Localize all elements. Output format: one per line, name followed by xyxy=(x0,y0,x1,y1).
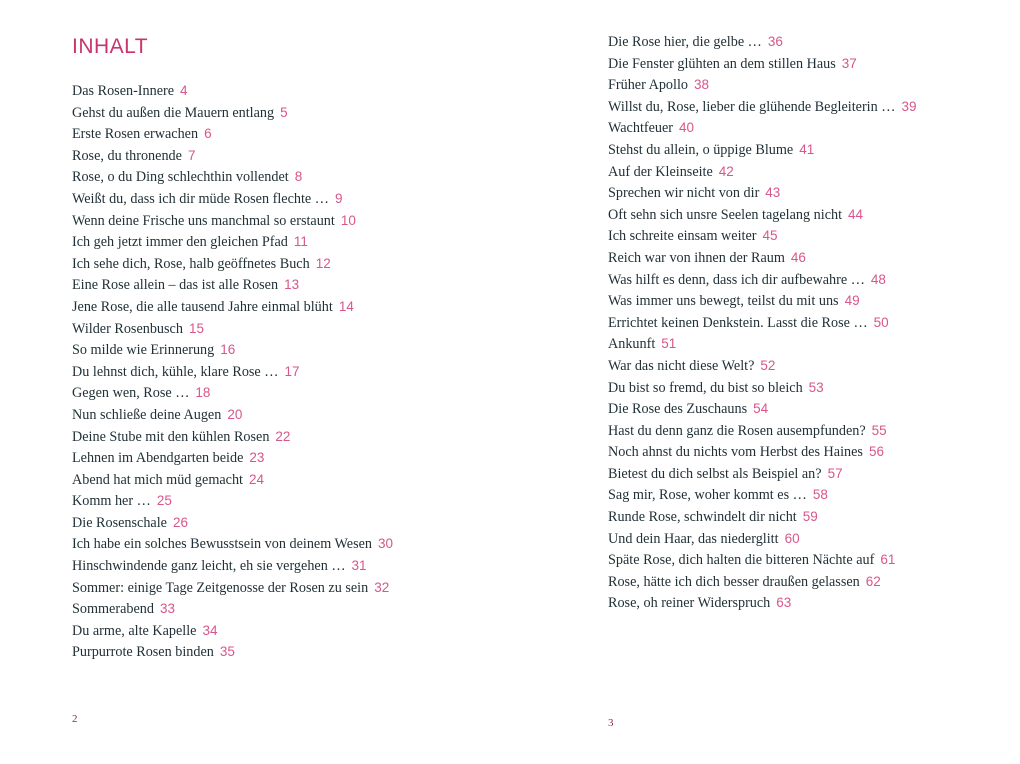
toc-entry xyxy=(608,592,916,614)
toc-entry-title: Erste Rosen erwachen xyxy=(72,126,199,143)
toc-entry-page-number: 26 xyxy=(172,514,188,530)
toc-entry-page-number: 48 xyxy=(870,271,886,287)
toc-entry-page-number: 34 xyxy=(202,622,218,638)
toc-entry-title: Hast du denn ganz die Rosen ausempfunden? xyxy=(608,422,866,439)
toc-entry-title: Purpurrote Rosen binden xyxy=(72,644,214,661)
toc-entry-title: Die Rose hier, die gelbe … xyxy=(608,34,762,50)
toc-entry-page-number: 50 xyxy=(873,314,889,330)
toc-entry-title: Lehnen im Abendgarten beide xyxy=(72,450,244,467)
toc-entry-title: Jene Rose, die alle tausend Jahre einmal blüht xyxy=(72,298,333,315)
toc-entry-page-number: 9 xyxy=(334,190,343,206)
toc-entry-page-number: 41 xyxy=(799,141,815,157)
toc-entry xyxy=(608,571,916,593)
page-number-right: 3 xyxy=(608,717,614,729)
toc-entry-page-number: 18 xyxy=(195,385,211,401)
toc-entry xyxy=(72,296,393,318)
toc-entry xyxy=(72,447,393,469)
toc-entry-page-number: 15 xyxy=(188,320,204,336)
toc-entry xyxy=(608,441,916,463)
toc-entry-page-number: 25 xyxy=(156,493,172,509)
toc-entry xyxy=(608,549,916,571)
toc-entry xyxy=(72,80,393,102)
toc-entry xyxy=(608,377,916,399)
toc-entry-page-number: 45 xyxy=(762,228,778,244)
toc-entry-title: Gegen wen, Rose … xyxy=(72,385,190,402)
toc-entry-title: Sprechen wir nicht von dir xyxy=(608,185,760,202)
toc-entry-title: Errichtet keinen Denkstein. Lasst die Rose … xyxy=(608,314,868,331)
toc-entry-title: Und dein Haar, das niederglitt xyxy=(608,530,779,547)
toc-entry-page-number: 5 xyxy=(280,104,288,120)
toc-entry xyxy=(608,182,916,204)
toc-entry-title: Die Rosenschale xyxy=(72,514,167,531)
toc-entry-title: Nun schließe deine Augen xyxy=(72,406,222,423)
toc-entry xyxy=(72,339,393,361)
toc-entry-title: Sommerabend xyxy=(72,601,154,618)
toc-entry xyxy=(608,398,916,420)
toc-entry xyxy=(72,210,393,232)
toc-entry-page-number: 35 xyxy=(219,644,235,660)
toc-entry-page-number: 46 xyxy=(790,249,806,265)
toc-entry-page-number: 10 xyxy=(340,212,356,228)
toc-entry-page-number: 49 xyxy=(844,293,860,309)
toc-entry xyxy=(608,333,916,355)
toc-entry-title: Wilder Rosenbusch xyxy=(72,320,183,337)
toc-entry-page-number: 33 xyxy=(159,601,175,617)
toc-entry-title: Bietest du dich selbst als Beispiel an? xyxy=(608,465,822,482)
toc-entry-title: So milde wie Erinnerung xyxy=(72,342,215,359)
toc-entry-page-number: 58 xyxy=(812,487,828,503)
toc-entry-page-number: 12 xyxy=(315,255,331,271)
toc-entry xyxy=(608,420,916,442)
toc-entry-title: Die Rose des Zuschauns xyxy=(608,401,748,418)
toc-entry-title: Du bist so fremd, du bist so bleich xyxy=(608,379,803,396)
toc-entry-title: Du lehnst dich, kühle, klare Rose … xyxy=(72,363,279,380)
toc-entry-page-number: 43 xyxy=(765,185,781,201)
toc-entry xyxy=(72,641,393,663)
toc-entry-page-number: 11 xyxy=(293,234,308,250)
toc-entry-title: Willst du, Rose, lieber die glühende Begleiterin … xyxy=(608,98,896,115)
toc-entry-page-number: 24 xyxy=(249,471,265,487)
toc-entry-page-number: 40 xyxy=(679,120,695,136)
toc-entry-page-number: 57 xyxy=(827,465,843,481)
right-page xyxy=(510,0,1020,764)
toc-entry-title: Abend hat mich müd gemacht xyxy=(72,471,243,488)
toc-entry xyxy=(608,117,916,139)
toc-entry-title: Hinschwindende ganz leicht, eh sie vergehen … xyxy=(72,558,346,575)
toc-entry-title: War das nicht diese Welt? xyxy=(608,357,755,374)
toc-entry-title: Rose, du thronende xyxy=(72,147,182,164)
toc-entry-title: Was hilft es denn, dass ich dir aufbewahre … xyxy=(608,271,865,288)
toc-entry xyxy=(608,74,916,96)
toc-entry-page-number: 37 xyxy=(841,55,857,71)
toc-entry xyxy=(72,404,393,426)
toc-entry-title: Ich sehe dich, Rose, halb geöffnetes Buch xyxy=(72,255,310,272)
toc-entry xyxy=(72,490,393,512)
toc-entry xyxy=(72,253,393,275)
toc-entry xyxy=(72,318,393,340)
toc-entry-title: Eine Rose allein – das ist alle Rosen xyxy=(72,277,279,294)
toc-entry xyxy=(608,96,916,118)
toc-entry xyxy=(72,123,393,145)
toc-entry-page-number: 51 xyxy=(661,336,677,352)
toc-entry-page-number: 44 xyxy=(848,206,864,222)
toc-entry-title: Deine Stube mit den kühlen Rosen xyxy=(72,428,270,445)
toc-entry xyxy=(608,31,916,53)
toc-entry xyxy=(72,469,393,491)
toc-entry-title: Auf der Kleinseite xyxy=(608,163,713,180)
toc-entry-title: Die Fenster glühten an dem stillen Haus xyxy=(608,55,836,72)
toc-entry-title: Sag mir, Rose, woher kommt es … xyxy=(608,487,807,504)
toc-entry-title: Das Rosen-Innere xyxy=(72,83,175,99)
toc-entry-page-number: 31 xyxy=(351,558,367,574)
toc-entry-title: Sommer: einige Tage Zeitgenosse der Rosen zu sein xyxy=(72,579,369,596)
toc-entry-page-number: 52 xyxy=(760,357,776,373)
toc-entry-title: Weißt du, dass ich dir müde Rosen flechte … xyxy=(72,190,329,207)
toc-entry xyxy=(608,139,916,161)
toc-entry-title: Späte Rose, dich halten die bitteren Nächte auf xyxy=(608,552,875,569)
toc-entry-title: Früher Apollo xyxy=(608,77,688,94)
toc-entry-page-number: 30 xyxy=(378,536,394,552)
toc-entry-page-number: 42 xyxy=(718,163,734,179)
toc-entry xyxy=(72,231,393,253)
toc-entry xyxy=(72,577,393,599)
toc-entry xyxy=(72,382,393,404)
toc-entry xyxy=(72,361,393,383)
toc-entry-page-number: 17 xyxy=(284,363,300,379)
toc-entry-title: Reich war von ihnen der Raum xyxy=(608,249,785,266)
toc-entry-page-number: 56 xyxy=(868,444,884,460)
toc-entry-page-number: 38 xyxy=(694,77,710,93)
toc-entry xyxy=(72,598,393,620)
toc-entry-page-number: 16 xyxy=(220,342,236,358)
toc-entry-title: Runde Rose, schwindelt dir nicht xyxy=(608,509,797,526)
toc-entry xyxy=(72,512,393,534)
toc-entry xyxy=(608,355,916,377)
toc-entry xyxy=(608,161,916,183)
toc-entry xyxy=(608,247,916,269)
toc-entry xyxy=(608,312,916,334)
toc-entry-title: Du arme, alte Kapelle xyxy=(72,622,197,639)
toc-entry-page-number: 61 xyxy=(880,552,896,568)
toc-entry xyxy=(72,166,393,188)
toc-entry-title: Rose, oh reiner Widerspruch xyxy=(608,595,771,612)
toc-entry xyxy=(608,204,916,226)
toc-entry-page-number: 53 xyxy=(808,379,824,395)
toc-entry xyxy=(72,555,393,577)
toc-entry-title: Gehst du außen die Mauern entlang xyxy=(72,104,275,121)
toc-entry-page-number: 6 xyxy=(204,126,212,142)
toc-entry-page-number: 14 xyxy=(338,298,354,314)
toc-entry-title: Stehst du allein, o üppige Blume xyxy=(608,141,794,158)
toc-entry-title: Oft sehn sich unsre Seelen tagelang nicht xyxy=(608,206,843,223)
toc-entry-page-number: 23 xyxy=(249,450,265,466)
toc-entry xyxy=(608,290,916,312)
toc-entry xyxy=(608,463,916,485)
toc-entry xyxy=(608,484,916,506)
toc-entry-page-number: 63 xyxy=(776,595,792,611)
toc-entry xyxy=(608,528,916,550)
toc-entry xyxy=(72,426,393,448)
toc-entry xyxy=(72,145,393,167)
toc-entry-title: Ich geh jetzt immer den gleichen Pfad xyxy=(72,234,288,251)
toc-title: INHALT xyxy=(72,35,149,58)
toc-entry-page-number: 54 xyxy=(753,401,769,417)
page-number-left: 2 xyxy=(72,713,78,725)
toc-entry-page-number: 8 xyxy=(294,169,303,185)
toc-entry-title: Ich habe ein solches Bewusstsein von deinem Wesen xyxy=(72,536,373,553)
toc-entry-title: Ankunft xyxy=(608,336,656,353)
toc-entry-title: Was immer uns bewegt, teilst du mit uns xyxy=(608,293,839,310)
toc-entry-title: Komm her … xyxy=(72,493,151,510)
toc-entry-title: Wenn deine Frische uns manchmal so erstaunt xyxy=(72,212,335,229)
toc-entry-page-number: 20 xyxy=(227,406,243,422)
toc-list-right xyxy=(608,31,916,614)
toc-entry-page-number: 4 xyxy=(180,83,188,98)
toc-entry-page-number: 32 xyxy=(374,579,390,595)
toc-entry-title: Wachtfeuer xyxy=(608,120,674,137)
toc-entry-page-number: 36 xyxy=(767,34,783,49)
toc-entry-page-number: 7 xyxy=(187,147,196,163)
toc-entry-title: Rose, hätte ich dich besser draußen gelassen xyxy=(608,573,860,590)
toc-entry xyxy=(608,506,916,528)
toc-entry-title: Rose, o du Ding schlechthin vollendet xyxy=(72,169,289,186)
toc-entry-title: Ich schreite einsam weiter xyxy=(608,228,757,245)
toc-entry-page-number: 62 xyxy=(865,573,881,589)
toc-entry xyxy=(608,225,916,247)
toc-entry-title: Noch ahnst du nichts vom Herbst des Haines xyxy=(608,444,863,461)
toc-entry xyxy=(72,102,393,124)
toc-entry-page-number: 13 xyxy=(284,277,300,293)
toc-entry xyxy=(72,533,393,555)
toc-entry-page-number: 22 xyxy=(275,428,291,444)
toc-entry xyxy=(608,269,916,291)
toc-entry-page-number: 55 xyxy=(871,422,887,438)
toc-entry-page-number: 59 xyxy=(802,509,818,525)
toc-entry xyxy=(72,620,393,642)
toc-entry xyxy=(72,274,393,296)
toc-entry-page-number: 39 xyxy=(901,98,917,114)
toc-list-left xyxy=(72,80,393,663)
toc-entry xyxy=(608,53,916,75)
toc-entry xyxy=(72,188,393,210)
toc-entry-page-number: 60 xyxy=(784,530,800,546)
